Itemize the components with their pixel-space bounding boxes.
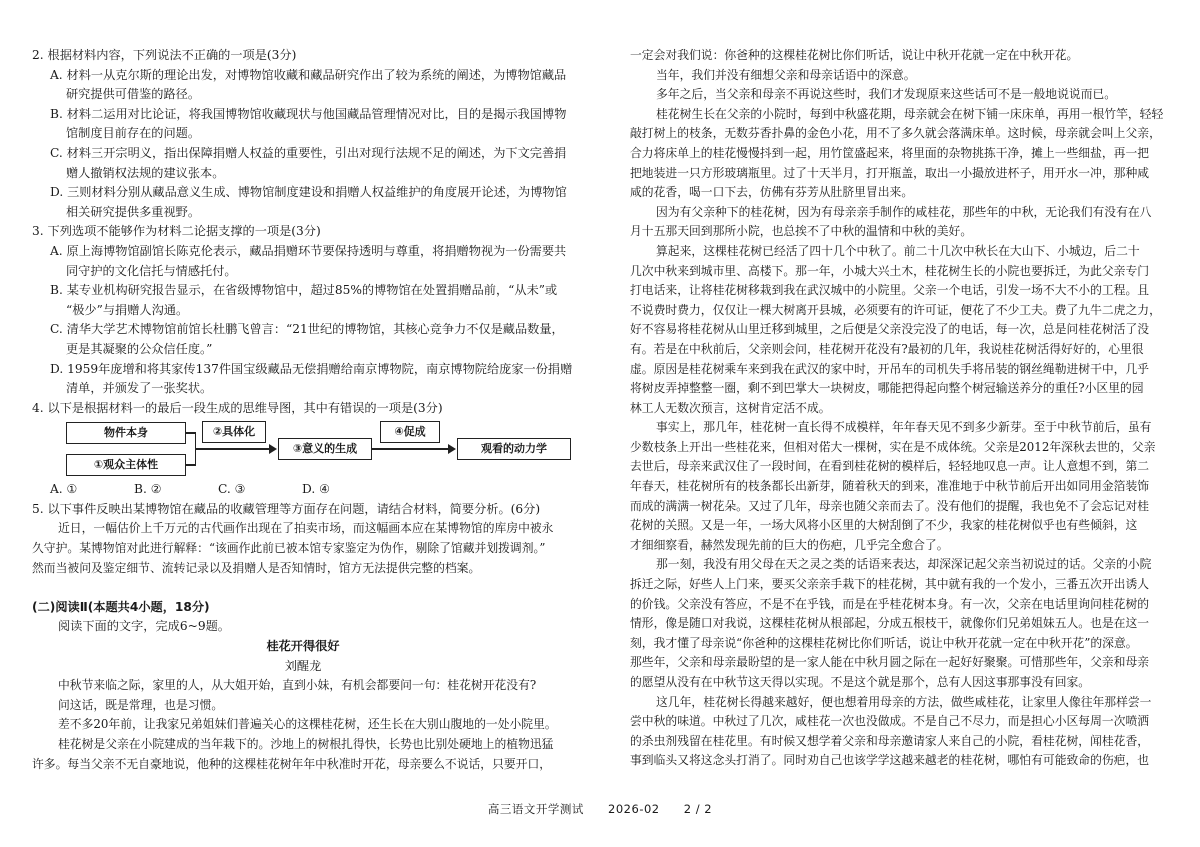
article-line: 才细细察看，赫然发现先前的巨大的伤疤，几乎完全愈合了。 bbox=[630, 537, 949, 552]
article-title: 桂花开得很好 bbox=[266, 639, 340, 654]
page-number: 2 / 2 bbox=[683, 802, 713, 816]
mindmap-arrow-line bbox=[372, 448, 448, 449]
article-line: 多年之后，当父亲和母亲不再说这些时，我们才发现原来这些话可不是一般地说说而已。 bbox=[656, 87, 1117, 102]
question-3-option-d: D. 1959年庞增和将其家传137件国宝级藏品无偿捐赠给南京博物院，南京博物院给庞家一份捐赠 bbox=[50, 361, 573, 376]
mindmap-arrow-head bbox=[269, 444, 277, 454]
section-instruction: 阅读下面的文字，完成6~9题。 bbox=[58, 619, 230, 634]
option-b[interactable]: B. ② bbox=[134, 482, 162, 497]
article-line: 月十五那天回到那所小院，也总挨不了中秋的温情和中秋的美好。 bbox=[630, 224, 973, 239]
question-3-option-b-cont: “极少”与捐赠人沟通。 bbox=[66, 302, 189, 317]
article-line: 当年，我们并没有细想父亲和母亲话语中的深意。 bbox=[656, 67, 916, 82]
article-line: 花树的关照。又是一年，一场大风将小区里的大树刮倒了不少，我家的桂花树似乎也有些倾斜，这 bbox=[630, 518, 1138, 533]
exam-name: 高三语文开学测试 bbox=[487, 802, 584, 816]
question-3-option-a: A. 原上海博物馆副馆长陈克伦表示，藏品捐赠环节要保持透明与尊重，将捐赠物视为一份需要共 bbox=[50, 243, 567, 258]
question-2-option-a: A. 材料一从克尔斯的理论出发，对博物馆收藏和藏品研究作出了较为系统的阐述，为博物馆藏品 bbox=[50, 67, 567, 82]
article-line: 好不容易将桂花树从山里迁移到城里，之后便是父亲没完没了的电话，每一次，总是问桂花树活了没 bbox=[630, 322, 1150, 337]
article-line: 林工人无数次预言，这树肯定活不成。 bbox=[630, 400, 831, 415]
article-author: 刘醒龙 bbox=[284, 658, 322, 673]
article-line: 拆迁之际，好些人上门来，要买父亲亲手栽下的桂花树，其中就有我的一个发小，三番五次开出诱人 bbox=[630, 577, 1150, 592]
question-2-option-d: D. 三则材料分别从藏品意义生成、博物馆制度建设和捐赠人权益维护的角度展开论述，为博物馆 bbox=[50, 185, 567, 200]
article-paragraph: 问这话，既是常理，也是习惯。 bbox=[58, 697, 224, 712]
page-footer bbox=[0, 801, 1200, 817]
article-line: 事到临头又将这念头打消了。同时劝自己也该学学这越来越老的桂花树，哪怕有可能致命的伤疤，也 bbox=[630, 753, 1150, 768]
question-2-option-b: B. 材料二运用对比论证，将我国博物馆收藏现状与他国藏品管理情况对比，目的是揭示我国博物 bbox=[50, 106, 567, 121]
exam-date: 2026-02 bbox=[608, 802, 660, 816]
article-line: 因为有父亲种下的桂花树，因为有母亲亲手制作的咸桂花，那些年的中秋，无论我们有没有在八 bbox=[656, 204, 1152, 219]
section-heading: (二)阅读Ⅱ(本题共4小题，18分) bbox=[32, 599, 210, 614]
article-line: 不说费时费力，仅仅让一棵大树离开县城，必须要有的许可证，便花了不少工夫。费了九牛二虎之力， bbox=[630, 302, 1161, 317]
article-line: 算起来，这棵桂花树已经活了四十几个中秋了。前二十几次中秋长在大山下、小城边，后二十 bbox=[656, 243, 1140, 258]
article-line: 的杀虫剂残留在桂花里。有时候又想学着父亲和母亲邀请家人来自己的小院，看桂花树，闻桂花香， bbox=[630, 733, 1150, 748]
article-paragraph: 许多。每当父亲不无自豪地说，他种的这棵桂花树年年中秋准时开花，母亲要么不说话，只要开口， bbox=[32, 756, 552, 771]
mindmap-box-audience: ①观众主体性 bbox=[66, 454, 186, 476]
article-line: 有。若是在中秋前后，父亲则会问，桂花树开花没有?最初的几年，我说桂花树活得好好的，心里很 bbox=[630, 341, 1144, 356]
question-2-stem: 2. 根据材料内容，下列说法不正确的一项是(3分) bbox=[32, 48, 297, 62]
article-line: 情形，像是随口对我说，这棵桂花树从根部起，分成五根枝干，就像你们兄弟姐妹五人。也是在这一 bbox=[630, 616, 1150, 631]
article-line: 刻，我才懂了母亲说“你爸种的这棵桂花树比你们听话，说让中秋开花就一定在中秋开花”的深意。 bbox=[630, 635, 1138, 650]
article-line: 桂花树生长在父亲的小院时，每到中秋盛花期，母亲就会在树下铺一床床单，再用一根竹竿，轻轻 bbox=[656, 106, 1164, 121]
article-line: 的价钱。父亲没有答应，不是不在乎钱，而是在乎桂花树本身。有一次，父亲在电话里询问桂花树的 bbox=[630, 596, 1150, 611]
article-line: 尝中秋的味道。中秋过了几次，咸桂花一次也没做成。不是自己不尽力，而是担心小区每周一次喷洒 bbox=[630, 714, 1150, 729]
article-line: 事实上，那几年，桂花树一直长得不成模样，年年春天见不到多少新芽。至于中秋节前后，虽有 bbox=[656, 420, 1152, 435]
question-3-option-a-cont: 同守护的文化信托与情感托付。 bbox=[66, 263, 237, 278]
question-3-option-c: C. 清华大学艺术博物馆前馆长杜鹏飞曾言：“21世纪的博物馆，其核心竞争力不仅是藏品数量， bbox=[50, 322, 564, 337]
question-3-option-d-cont: 清单，并颁发了一张奖状。 bbox=[66, 381, 213, 396]
article-line: 的愿望从没有在中秋节这天得以实现。不是这个就是那个，总有人因这事那事没有回家。 bbox=[630, 675, 1091, 689]
question-3-option-b: B. 某专业机构研究报告显示，在省级博物馆中，超过85%的博物馆在处置捐赠品前，“从未”或 bbox=[50, 283, 558, 298]
question-2-option-a-cont: 研究提供可借鉴的路径。 bbox=[66, 87, 201, 102]
article-line: 把地装进一只方形玻璃瓶里。过了十天半月，打开瓶盖，取出一小撮放进杯子，用开水一冲，那种咸 bbox=[630, 165, 1150, 180]
article-line: 去世后，母亲来武汉住了一段时间，在看到桂花树的模样后，轻轻地叹息一声。让人意想不到，第二 bbox=[630, 459, 1150, 474]
article-paragraph: 差不多20年前，让我家兄弟姐妹们普遍关心的这棵桂花树，还生长在大别山腹地的一处小院里。 bbox=[58, 717, 557, 732]
right-column bbox=[630, 46, 1172, 771]
left-column bbox=[32, 46, 574, 774]
article-line: 一定会对我们说：你爸种的这棵桂花树比你们听话，说让中秋开花就一定在中秋开花。 bbox=[630, 48, 1079, 62]
question-4-options bbox=[32, 480, 574, 500]
mindmap-box-promote: ④促成 bbox=[380, 421, 440, 443]
article-line: 而成的满满一树花朵。又过了几年，母亲也随父亲而去了。没有他们的提醒，我也免不了会忘记对桂 bbox=[630, 498, 1150, 513]
mind-map bbox=[32, 418, 574, 480]
question-3-option-c-cont: 更是其凝聚的公众信任度。” bbox=[66, 341, 213, 356]
article-line: 那些年，父亲和母亲最盼望的是一家人能在中秋月圆之际在一起好好聚聚。可惜那些年，父亲和母亲 bbox=[630, 655, 1150, 670]
article-line: 咸的花香，喝一口下去，仿佛有芬芳从肚脐里冒出来。 bbox=[630, 185, 914, 200]
mindmap-box-dynamics: 观看的动力学 bbox=[457, 438, 571, 460]
question-5-material: 近日，一幅估价上千万元的古代画作出现在了拍卖市场，而这幅画本应在某博物馆的库房中被永 bbox=[58, 521, 554, 536]
question-2-option-c: C. 材料三开宗明义，指出保障捐赠人权益的重要性，引出对现行法规不足的阐述，为下文完善捐 bbox=[50, 145, 567, 160]
mindmap-box-concretize: ②具体化 bbox=[202, 421, 266, 443]
article-line: 那一刻，我没有用父母在天之灵之类的话语来表达，却深深记起父亲当初说过的话。父亲的小院 bbox=[656, 557, 1152, 572]
article-line: 打电话来，让将桂花树移栽到我在武汉城中的小院里。父亲一个电话，引发一场不大不小的工程。且 bbox=[630, 283, 1150, 298]
article-paragraph: 中秋节来临之际，家里的人，从大姐开始，直到小妹，有机会都要问一句：桂花树开花没有? bbox=[58, 678, 537, 693]
mindmap-arrow-head bbox=[448, 444, 456, 454]
article-line: 敲打树上的枝条，无数芬香扑鼻的金色小花，用不了多久就会落满床单。这时候，母亲就会叫上父亲， bbox=[630, 126, 1161, 141]
article-line: 少数枝条上开出一些桂花来，但相对偌大一棵树，实在是不成体统。父亲是2012年深秋去世的，父亲 bbox=[630, 439, 1156, 454]
article-paragraph: 桂花树是父亲在小院建成的当年栽下的。沙地上的树根扎得快，长势也比别处硬地上的植物迅猛 bbox=[58, 737, 554, 751]
question-2-option-d-cont: 相关研究提供多重视野。 bbox=[66, 204, 201, 219]
article-line: 年春天，桂花树所有的枝条都长出新芽，随着秋天的到来，准准地于中秋节前后开出如同用金箔装饰 bbox=[630, 479, 1150, 494]
article-line: 这几年，桂花树长得越来越好，便也想着用母亲的方法，做些咸桂花，让家里人像往年那样尝一 bbox=[656, 694, 1152, 709]
question-2-option-b-cont: 馆制度目前存在的问题。 bbox=[66, 126, 201, 141]
mindmap-box-object: 物件本身 bbox=[66, 422, 186, 444]
article-line: 虚。原因是桂花树乘车来到我在武汉的家中时，开吊车的司机失手将吊装的钢丝绳勒进树干中，几乎 bbox=[630, 361, 1150, 376]
option-d[interactable]: D. ④ bbox=[302, 482, 331, 497]
question-5-material: 久守护。某博物馆对此进行解释：“该画作此前已被本馆专家鉴定为伪作，剔除了馆藏并划拨调剂。” bbox=[32, 541, 546, 556]
option-c[interactable]: C. ③ bbox=[218, 482, 246, 497]
article-line: 合力将床单上的桂花慢慢抖到一起，用竹筐盛起来，将里面的杂物挑拣干净，摊上一些细盐，再一把 bbox=[630, 145, 1150, 160]
mindmap-box-meaning: ③意义的生成 bbox=[278, 438, 372, 460]
mindmap-arrow-line bbox=[195, 448, 269, 449]
question-3-stem: 3. 下列选项不能够作为材料二论据支撑的一项是(3分) bbox=[32, 224, 321, 239]
question-5-stem: 5. 以下事件反映出某博物馆在藏品的收藏管理等方面存在问题，请结合材料，简要分析。(6分) bbox=[32, 501, 541, 516]
question-4-stem: 4. 以下是根据材料一的最后一段生成的思维导图，其中有错误的一项是(3分) bbox=[32, 400, 443, 415]
question-5-material: 然而当被问及鉴定细节、流转记录以及捐赠人是否知情时，馆方无法提供完整的档案。 bbox=[32, 560, 481, 575]
article-line: 几次中秋来到城市里、高楼下。那一年，小城大兴土木，桂花树生长的小院也要拆迁，为此父亲专门 bbox=[630, 263, 1150, 278]
option-a[interactable]: A. ① bbox=[50, 482, 78, 497]
article-line: 将树皮弄掉整整一圈，剩不到巴掌大一块树皮，哪能把得起向整个树冠输送养分的重任?小区里的园 bbox=[630, 381, 1144, 396]
question-2-option-c-cont: 赠人撤销权法规的建议张本。 bbox=[66, 165, 225, 180]
